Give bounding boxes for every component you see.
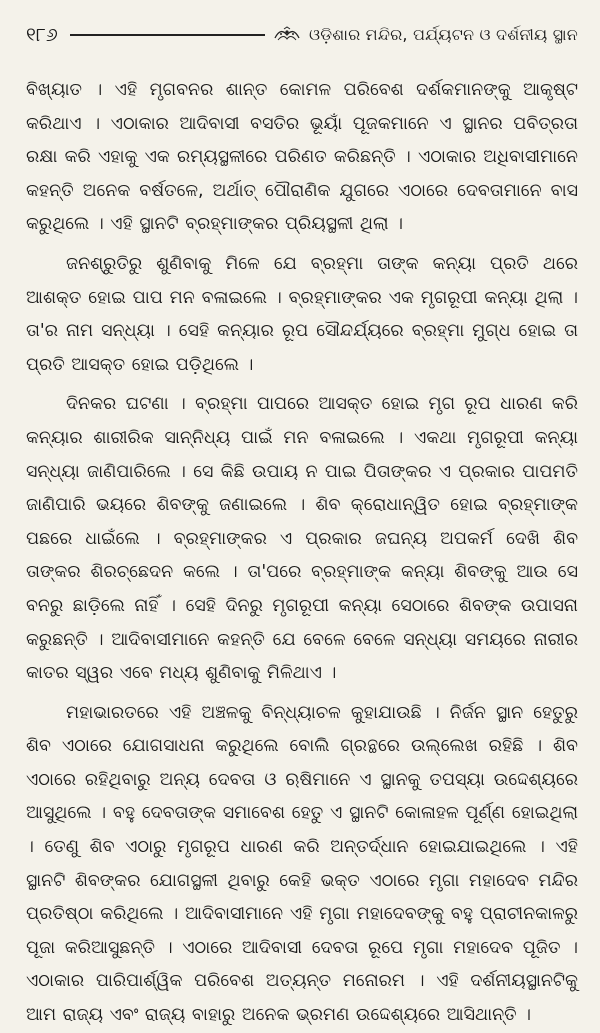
body-text — [26, 74, 578, 1033]
header-rule — [70, 34, 265, 36]
paragraph: ଜନଶ୍ରୁତିରୁ ଶୁଣିବାକୁ ମିଳେ ଯେ ବ୍ରହ୍ମା ତାଙ୍କ କନ୍ୟା ପ୍ରତି ଥରେ ଆଶକ୍ତ ହୋଇ ପାପ ମନ ବଳାଇଲେ । ବ୍ରହ୍ମାଙ୍କର ଏକ ମୃଗରୂପୀ କନ୍ୟା ଥିଲା । ତା'ର ନାମ ସନ୍ଧ୍ୟା । ସେହି କନ୍ୟାର ରୂପ ସୌନ୍ଦର୍ଯ୍ୟରେ ବ୍ରହ୍ମା ମୁଗ୍ଧ ହୋଇ ତା ପ୍ରତି ଆସକ୍ତ ହୋଇ ପଡ଼ିଥିଲେ । — [26, 253, 578, 375]
page-header — [26, 18, 578, 52]
paragraph: ବିଖ୍ୟାତ । ଏହି ମୃଗବନର ଶାନ୍ତ କୋମଳ ପରିବେଶ ଦର୍ଶକମାନଙ୍କୁ ଆକୃଷ୍ଟ କରିଥାଏ । ଏଠାକାର ଆଦିବାସୀ ବସତିର ଭୂୟାଁ ପୂଜକମାନେ ଏ ସ୍ଥାନର ପବିତ୍ରତା ରକ୍ଷା କରି ଏହାକୁ ଏକ ରମ୍ୟସ୍ଥଳୀରେ ପରିଣତ କରିଛନ୍ତି । ଏଠାକାର ଅଧିବାସୀମାନେ କହନ୍ତି ଅନେକ ବର୍ଷତଳେ, ଅର୍ଥାତ୍ ପୌରାଣିକ ଯୁଗରେ ଏଠାରେ ଦେବତାମାନେ ବାସ କରୁଥିଲେ । ଏହି ସ୍ଥାନଟି ବ୍ରହ୍ମାଙ୍କର ପ୍ରିୟସ୍ଥଳୀ ଥିଲା । — [26, 80, 578, 235]
paragraph: ଦିନକର ଘଟଣା । ବ୍ରହ୍ମା ପାପରେ ଆସକ୍ତ ହୋଇ ମୃଗ ରୂପ ଧାରଣ କରି କନ୍ୟାର ଶାରୀରିକ ସାନ୍ନିଧ୍ୟ ପାଇଁ ମନ ବଳାଇଲେ । ଏକଥା ମୃଗରୂପୀ କନ୍ୟା ସନ୍ଧ୍ୟା ଜାଣିପାରିଲେ । ସେ କିଛି ଉପାୟ ନ ପାଇ ପିତାଙ୍କର ଏ ପ୍ରକାର ପାପମତି ଜାଣିପାରି ଭୟରେ ଶିବଙ୍କୁ ଜଣାଇଲେ । ଶିବ କ୍ରୋଧାନ୍ୱିତ ହୋଇ ବ୍ରହ୍ମାଙ୍କ ପଛରେ ଧାଇଁଲେ । ବ୍ରହ୍ମାଙ୍କର ଏ ପ୍ରକାର ଜଘନ୍ୟ ଅପକର୍ମ ଦେଖି ଶିବ ତାଙ୍କର ଶିରଚ୍ଛେଦନ କଲେ । ତା'ପରେ ବ୍ରହ୍ମାଙ୍କ କନ୍ୟା ଶିବଙ୍କୁ ଆଉ ସେ ବନରୁ ଛାଡ଼ିଲେ ନାହିଁ । ସେହି ଦିନରୁ ମୃଗରୂପୀ କନ୍ୟା ସେଠାରେ ଶିବଙ୍କ ଉପାସନା କରୁଛନ୍ତି । ଆଦିବାସୀମାନେ କହନ୍ତି ଯେ ବେଳେ ବେଳେ ସନ୍ଧ୍ୟା ସମୟରେ ନାରୀର କାତର ସ୍ୱର ଏବେ ମଧ୍ୟ ଶୁଣିବାକୁ ମିଳିଥାଏ । — [26, 394, 578, 684]
paragraph: ମହାଭାରତରେ ଏହି ଅଞ୍ଚଳକୁ ବିନ୍ଧ୍ୟାଚଳ କୁହାଯାଉଛି । ନିର୍ଜନ ସ୍ଥାନ ହେତୁରୁ ଶିବ ଏଠାରେ ଯୋଗସାଧନା କରୁଥିଲେ ବୋଲି ଗ୍ରନ୍ଥରେ ଉଲ୍ଲେଖ ରହିଛି । ଶିବ ଏଠାରେ ରହିଥିବାରୁ ଅନ୍ୟ ଦେବତା ଓ ଋଷିମାନେ ଏ ସ୍ଥାନକୁ ତପସ୍ୟା ଉଦ୍ଦେଶ୍ୟରେ ଆସୁଥିଲେ । ବହୁ ଦେବତାଙ୍କ ସମାବେଶ ହେତୁ ଏ ସ୍ଥାନଟି କୋଳାହଳ ପୂର୍ଣ୍ଣ ହୋଇଥିଲା । ତେଣୁ ଶିବ ଏଠାରୁ ମୃଗରୂପ ଧାରଣ କରି ଅନ୍ତର୍ଦ୍ଧାନ ହୋଇଯାଇଥିଲେ । ଏହି ସ୍ଥାନଟି ଶିବଙ୍କର ଯୋଗସ୍ଥଳୀ ଥିବାରୁ କେହି ଭକ୍ତ ଏଠାରେ ମୃଗା ମହାଦେବ ମନ୍ଦିର ପ୍ରତିଷ୍ଠା କରିଥିଲେ । ଆଦିବାସୀମାନେ ଏହି ମୃଗା ମହାଦେବଙ୍କୁ ବହୁ ପ୍ରାଚୀନକାଳରୁ ପୂଜା କରିଆସୁଛନ୍ତି । ଏଠାରେ ଆଦିବାସୀ ଦେବତା ରୂପେ ମୃଗା ମହାଦେବ ପୂଜିତ । ଏଠାକାର ପାରିପାର୍ଶ୍ୱିକ ପରିବେଶ ଅତ୍ୟନ୍ତ ମନୋରମ । ଏହି ଦର୍ଶନୀୟସ୍ଥାନଟିକୁ ଆମ ରାଜ୍ୟ ଏବଂ ରାଜ୍ୟ ବାହାରୁ ଅନେକ ଭ୍ରମଣ ଉଦ୍ଦେଶ୍ୟରେ ଆସିଥାନ୍ତି । — [26, 702, 578, 1026]
page-number: ୧୮୬ — [26, 24, 58, 46]
floral-ornament-icon — [273, 26, 301, 44]
running-title: ଓଡ଼ିଶାର ମନ୍ଦିର, ପର୍ଯ୍ୟଟନ ଓ ଦର୍ଶନୀୟ ସ୍ଥାନ — [309, 25, 578, 44]
